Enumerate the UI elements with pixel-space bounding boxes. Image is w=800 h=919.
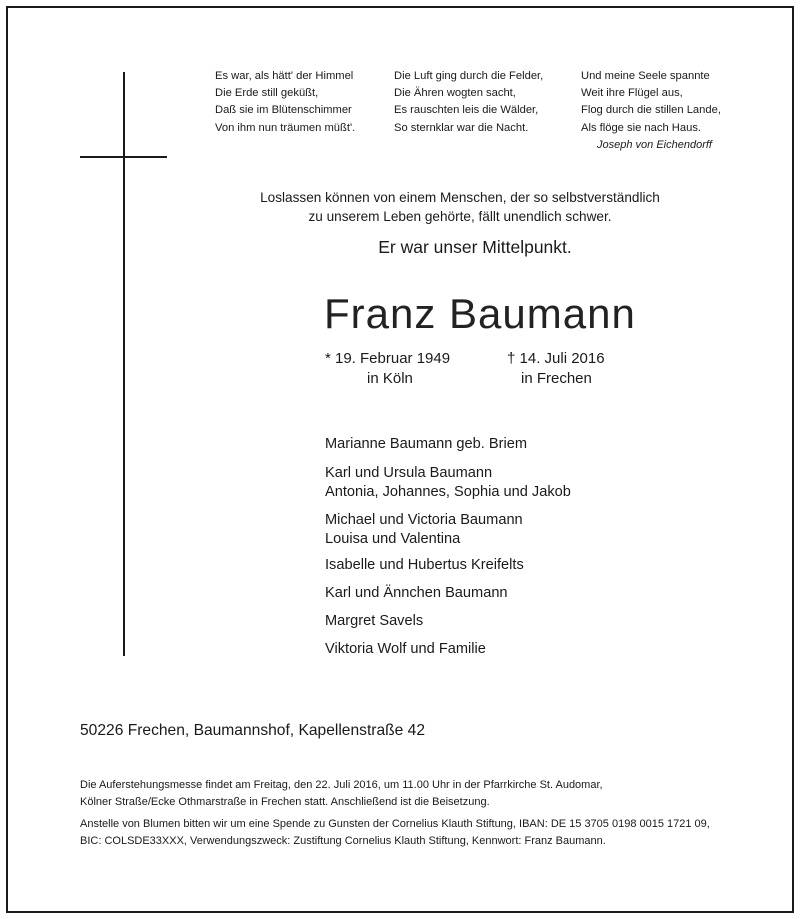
birth-place: in Köln	[367, 370, 413, 387]
family-member: Karl und Ursula Baumann	[325, 465, 493, 481]
poem-stanza-1	[215, 68, 355, 137]
poem-line: Als flöge sie nach Haus.	[581, 121, 702, 134]
family-member: Isabelle und Hubertus Kreifelts	[325, 557, 524, 573]
poem-line: Daß sie im Blütenschimmer	[215, 104, 352, 117]
cross-icon-vertical	[123, 72, 125, 656]
cross-icon-horizontal	[80, 156, 167, 158]
poem-line: Die Ähren wogten sacht,	[394, 87, 516, 100]
death-date: † 14. Juli 2016	[507, 350, 605, 367]
poem-stanza-2	[394, 68, 543, 137]
family-member: Marianne Baumann geb. Briem	[325, 436, 527, 452]
poem-line: Die Erde still geküßt,	[215, 87, 319, 100]
family-member: Margret Savels	[325, 613, 424, 629]
notice-line: Kölner Straße/Ecke Othmarstraße in Frechen statt. Anschließend ist die Beisetzung.	[80, 796, 490, 808]
address: 50226 Frechen, Baumannshof, Kapellenstraße 42	[80, 722, 426, 739]
poem-line: Es war, als hätt' der Himmel	[215, 70, 354, 82]
poem-author: Joseph von Eichendorff	[597, 139, 712, 151]
family-member: Viktoria Wolf und Familie	[325, 641, 486, 657]
family-member: Karl und Ännchen Baumann	[325, 585, 508, 601]
intro-line: zu unserem Leben gehörte, fällt unendlich schwer.	[308, 209, 612, 224]
death-place: in Frechen	[521, 370, 592, 387]
intro-text	[120, 188, 800, 226]
poem-line: So sternklar war die Nacht.	[394, 121, 529, 134]
motto: Er war unser Mittelpunkt.	[378, 237, 572, 257]
poem-line: Weit ihre Flügel aus,	[581, 87, 683, 100]
notice-line: BIC: COLSDE33XXX, Verwendungszweck: Zustiftung Cornelius Klauth Stiftung, Kennwort: Franz Baumann.	[80, 835, 606, 847]
notice-line: Die Auferstehungsmesse findet am Freitag, den 22. Juli 2016, um 11.00 Uhr in der Pfarrkirche St. Audomar,	[80, 779, 603, 791]
mass-notice	[80, 777, 603, 811]
poem-line: Von ihm nun träumen müßt'.	[215, 121, 356, 134]
poem-line: Flog durch die stillen Lande,	[581, 104, 721, 117]
birth-date: * 19. Februar 1949	[325, 350, 451, 367]
poem-line: Es rauschten leis die Wälder,	[394, 104, 539, 117]
poem-line: Die Luft ging durch die Felder,	[394, 70, 544, 82]
intro-line: Loslassen können von einem Menschen, der so selbstverständlich	[260, 190, 660, 205]
donation-notice	[80, 816, 710, 850]
family-member: Michael und Victoria Baumann	[325, 512, 523, 528]
deceased-name: Franz Baumann	[324, 290, 636, 337]
poem-stanza-3	[581, 68, 721, 137]
poem-line: Und meine Seele spannte	[581, 70, 710, 82]
notice-line: Anstelle von Blumen bitten wir um eine Spende zu Gunsten der Cornelius Klauth Stiftung, IBAN: DE 15 3705 0198 0015 1721 09,	[80, 818, 710, 830]
family-member: Louisa und Valentina	[325, 531, 461, 547]
family-member: Antonia, Johannes, Sophia und Jakob	[325, 484, 571, 500]
